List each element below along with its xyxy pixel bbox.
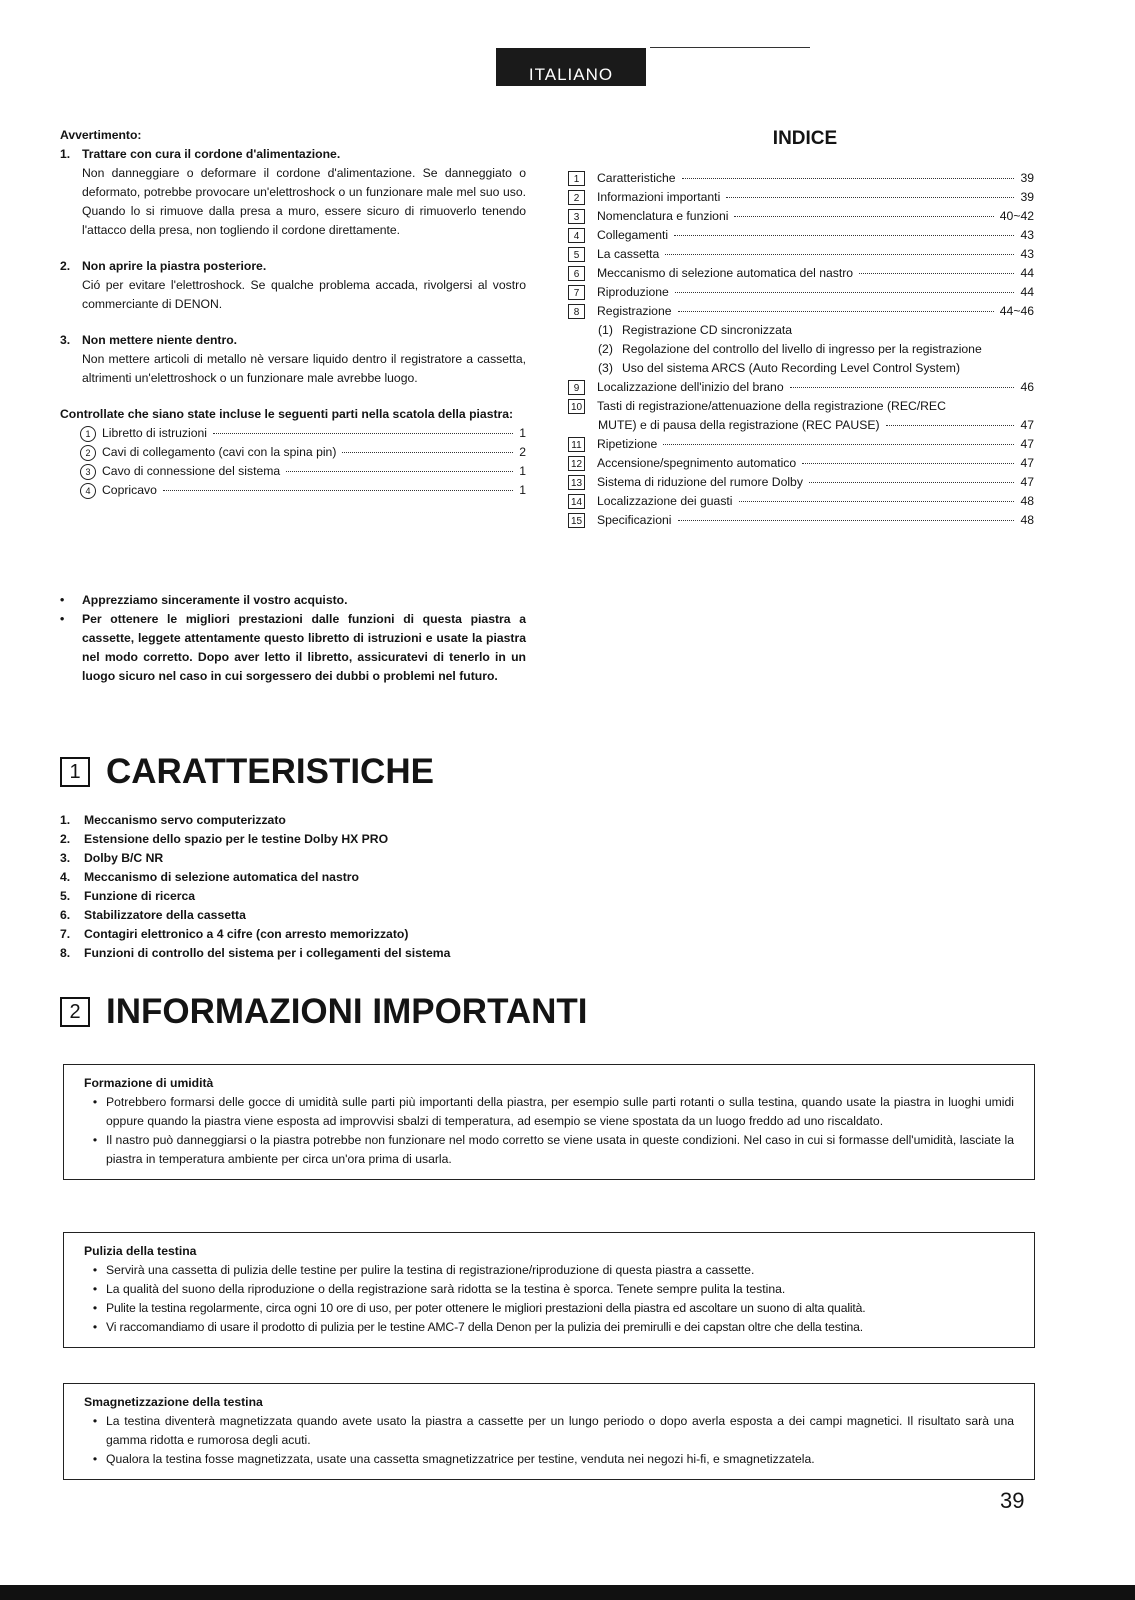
feature-item [60,925,620,944]
part-qty: 1 [519,464,526,478]
feature-number: 8. [60,946,71,960]
index-sub-number: (3) [598,361,613,375]
index-label: Localizzazione dell'inizio del brano [597,380,784,394]
feature-number: 7. [60,927,71,941]
section-title: INFORMAZIONI IMPORTANTI [106,992,588,1031]
info-box-umidita [63,1064,1035,1180]
info-text: La qualità del suono della riproduzione o della registrazione sarà ridotta se la testina è sporca. Tenete sempre pulita la testina. [106,1282,786,1296]
info-item [84,1093,1014,1131]
info-text: Il nastro può danneggiarsi o la piastra potrebbe non funzionare nel modo corretto se viene usata in queste condizioni. Nel caso in cui si formasse dell'umidità, lasciate la piastra in temperatura ambiente per circa un'ora prima di usarla. [106,1133,1014,1166]
info-box-title: Smagnetizzazione della testina [84,1395,263,1409]
index-label: Ripetizione [597,437,658,451]
feature-item [60,944,620,963]
parts-row [80,481,526,500]
feature-number: 2. [60,832,71,846]
info-box-smagnetizzazione [63,1383,1035,1480]
index-number-box: 7 [568,285,585,300]
feature-text: Dolby B/C NR [84,851,164,865]
bullet-icon: • [92,1282,98,1296]
index-number-box: 5 [568,247,585,262]
index-entry-continued [568,416,1034,435]
feature-number: 6. [60,908,71,922]
bullet-icon: • [92,1133,98,1147]
bullet-icon: • [92,1095,98,1109]
feature-item [60,887,620,906]
index-page: 47 [1020,456,1034,470]
index-page: 39 [1020,190,1034,204]
warning-item-text: Non danneggiare o deformare il cordone d'alimentazione. Se danneggiato o deformato, potrebbe provocare un'elettroshock o un funzionare male mel suo uso. Quando lo si rimuove dalla presa a muro, essere sicuro di rimuoverlo tenendo l'attacco della presa, non togliendo il cordone direttamente. [82,166,526,237]
feature-number: 5. [60,889,71,903]
index-entry [568,302,1034,321]
index-number-box: 12 [568,456,585,471]
feature-text: Funzione di ricerca [84,889,196,903]
part-label: Copricavo [102,483,157,497]
feature-number: 3. [60,851,71,865]
note-text: Apprezziamo sinceramente il vostro acquisto. [82,593,348,607]
language-badge: ITALIANO [496,48,646,86]
index-page: 47 [1020,418,1034,432]
index-number-box: 9 [568,380,585,395]
info-item [84,1131,1014,1169]
circled-number-icon: 2 [80,445,96,461]
feature-item [60,830,620,849]
index-entry [568,435,1034,454]
index-label: Meccanismo di selezione automatica del nastro [597,266,854,280]
info-text: Potrebbero formarsi delle gocce di umidità sulle parti più importanti della piastra, per esempio sulle parti rotanti o sulla testina, quando usate la piastra in luoghi umidi oppure quando la piastra viene esposta ad improvvisi sbalzi di temperatura, ad esempio se viene spostata da un luogo freddo ad uno riscaldato. [106,1095,1014,1128]
index-entry [568,511,1034,530]
note-item [60,610,526,686]
index-sub-label: Uso del sistema ARCS (Auto Recording Level Control System) [622,361,961,375]
index-page: 40~42 [999,209,1034,223]
index-entry [568,226,1034,245]
part-label: Cavo di connessione del sistema [102,464,281,478]
index-label: Tasti di registrazione/attenuazione della registrazione (REC/REC [597,399,946,413]
warning-section [60,126,526,500]
index-label: MUTE) e di pausa della registrazione (REC PAUSE) [598,418,880,432]
info-box-title: Formazione di umidità [84,1076,214,1090]
index-label: Informazioni importanti [597,190,721,204]
bullet-icon: • [92,1263,98,1277]
index-entry [568,169,1034,188]
info-item [84,1450,1014,1469]
index-label: Caratteristiche [597,171,676,185]
warning-item [60,145,526,240]
feature-text: Meccanismo servo computerizzato [84,813,286,827]
info-text: Qualora la testina fosse magnetizzata, usate una cassetta smagnetizzatrice per testine, venduta nei negozi hi-fi, e smagnetizzatela. [106,1452,815,1466]
part-qty: 1 [519,483,526,497]
notes-list [60,591,526,686]
index-entry [568,473,1034,492]
info-text: Vi raccomandiamo di usare il prodotto di pulizia per le testine AMC-7 della Denon per la pulizia dei premirulli e dei capstan oltre che della testina. [106,1320,864,1334]
index-label: La cassetta [597,247,660,261]
index-label: Nomenclatura e funzioni [597,209,729,223]
feature-text: Meccanismo di selezione automatica del nastro [84,870,359,884]
index-page: 46 [1020,380,1034,394]
index-entry [568,264,1034,283]
parts-row [80,424,526,443]
circled-number-icon: 4 [80,483,96,499]
index-page: 39 [1020,171,1034,185]
bullet-icon: • [92,1414,98,1428]
index-page: 43 [1020,228,1034,242]
index-sub-entry [568,359,1034,378]
feature-text: Contagiri elettronico a 4 cifre (con arresto memorizzato) [84,927,409,941]
index-entry [568,283,1034,302]
index-page: 48 [1020,513,1034,527]
bullet-icon: • [92,1301,98,1315]
warning-item-text: Non mettere articoli di metallo nè versare liquido dentro il registratore a cassetta, altrimenti un'elettroshock o un funzionare male avrebbe luogo. [82,352,526,385]
warning-title: Avvertimento: [60,128,142,142]
warning-item-number: 1. [60,147,71,161]
index-page: 47 [1020,475,1034,489]
feature-item [60,811,620,830]
feature-item [60,906,620,925]
section-number-box: 1 [60,757,90,787]
circled-number-icon: 1 [80,426,96,442]
note-text: Per ottenere le migliori prestazioni dalle funzioni di questa piastra a cassette, leggete attentamente questo libretto di istruzioni e usate la piastra nel modo corretto. Dopo aver letto il libretto, assicuratevi di tenerlo in un luogo sicuro nel caso in cui sorgessero dei dubbi o problemi nel futuro. [82,612,526,683]
index-label: Localizzazione dei guasti [597,494,733,508]
bullet-icon: • [60,593,65,607]
index-entry [568,492,1034,511]
index-page: 48 [1020,494,1034,508]
info-box-title: Pulizia della testina [84,1244,197,1258]
index-entry [568,397,1034,416]
header-rule [650,47,810,48]
info-box-pulizia [63,1232,1035,1348]
warning-item-number: 3. [60,333,71,347]
part-label: Cavi di collegamento (cavi con la spina pin) [102,445,337,459]
index-number-box: 8 [568,304,585,319]
index-sub-label: Regolazione del controllo del livello di ingresso per la registrazione [622,342,982,356]
info-item [84,1412,1014,1450]
index-label: Riproduzione [597,285,669,299]
index-label: Collegamenti [597,228,669,242]
section-number-box: 2 [60,997,90,1027]
index-page: 44 [1020,285,1034,299]
section-title: CARATTERISTICHE [106,752,434,791]
circled-number-icon: 3 [80,464,96,480]
parts-row [80,443,526,462]
index-label: Registrazione [597,304,672,318]
index-entry [568,245,1034,264]
info-text: Servirà una cassetta di pulizia delle testine per pulire la testina di registrazione/riproduzione di questa piastra a cassette. [106,1263,755,1277]
parts-row [80,462,526,481]
feature-number: 4. [60,870,71,884]
index-number-box: 10 [568,399,585,414]
index-label: Accensione/spegnimento automatico [597,456,797,470]
feature-text: Funzioni di controllo del sistema per i collegamenti del sistema [84,946,451,960]
section-heading-informazioni [60,992,588,1032]
feature-number: 1. [60,813,71,827]
index-sub-label: Registrazione CD sincronizzata [622,323,793,337]
info-item [84,1318,1014,1337]
feature-item [60,868,620,887]
index-entry [568,378,1034,397]
part-qty: 2 [519,445,526,459]
warning-item-heading: Trattare con cura il cordone d'alimentazione. [82,147,341,161]
index-sub-entry [568,340,1034,359]
warning-item [60,257,526,314]
feature-list [60,811,620,963]
bottom-border [0,1585,1135,1600]
index-entry [568,454,1034,473]
index-sub-number: (2) [598,342,613,356]
index-number-box: 6 [568,266,585,281]
warning-item-number: 2. [60,259,71,273]
index-number-box: 13 [568,475,585,490]
index-number-box: 14 [568,494,585,509]
index-number-box: 4 [568,228,585,243]
section-heading-caratteristiche [60,752,434,792]
index-number-box: 1 [568,171,585,186]
warning-item [60,331,526,388]
index-page: 47 [1020,437,1034,451]
warning-item-heading: Non aprire la piastra posteriore. [82,259,267,273]
part-label: Libretto di istruzioni [102,426,207,440]
feature-text: Estensione dello spazio per le testine Dolby HX PRO [84,832,389,846]
index-number-box: 11 [568,437,585,452]
parts-intro: Controllate che siano state incluse le seguenti parti nella scatola della piastra: [60,407,514,421]
index-page: 43 [1020,247,1034,261]
index-sub-number: (1) [598,323,613,337]
index-entry [568,188,1034,207]
index-title: INDICE [772,128,838,149]
index-page: 44~46 [999,304,1034,318]
feature-item [60,849,620,868]
info-item [84,1261,1014,1280]
info-item [84,1299,1014,1318]
index-sub-entry [568,321,1034,340]
index-number-box: 2 [568,190,585,205]
bullet-icon: • [60,612,65,626]
feature-text: Stabilizzatore della cassetta [84,908,246,922]
index-number-box: 3 [568,209,585,224]
index-list [568,169,1034,530]
part-qty: 1 [519,426,526,440]
index-label: Sistema di riduzione del rumore Dolby [597,475,803,489]
index-entry [568,207,1034,226]
note-item [60,591,526,610]
warning-item-heading: Non mettere niente dentro. [82,333,238,347]
page-number: 39 [1000,1488,1025,1513]
bullet-icon: • [92,1320,98,1334]
warning-item-text: Ció per evitare l'elettroshock. Se qualche problema accada, rivolgersi al vostro commerciante di DENON. [82,278,526,311]
parts-list [80,424,526,500]
info-text: Pulite la testina regolarmente, circa ogni 10 ore di uso, per poter ottenere le migliori prestazioni della piastra ed ascoltare un suono di alta qualità. [106,1301,866,1315]
info-text: La testina diventerà magnetizzata quando avete usato la piastra a cassette per un lungo periodo o dopo averla esposta a dei campi magnetici. Il risultato sarà una gamma ridotta e rumorosa degli acuti. [106,1414,1014,1447]
info-item [84,1280,1014,1299]
index-label: Specificazioni [597,513,672,527]
bullet-icon: • [92,1452,98,1466]
index-number-box: 15 [568,513,585,528]
index-page: 44 [1020,266,1034,280]
